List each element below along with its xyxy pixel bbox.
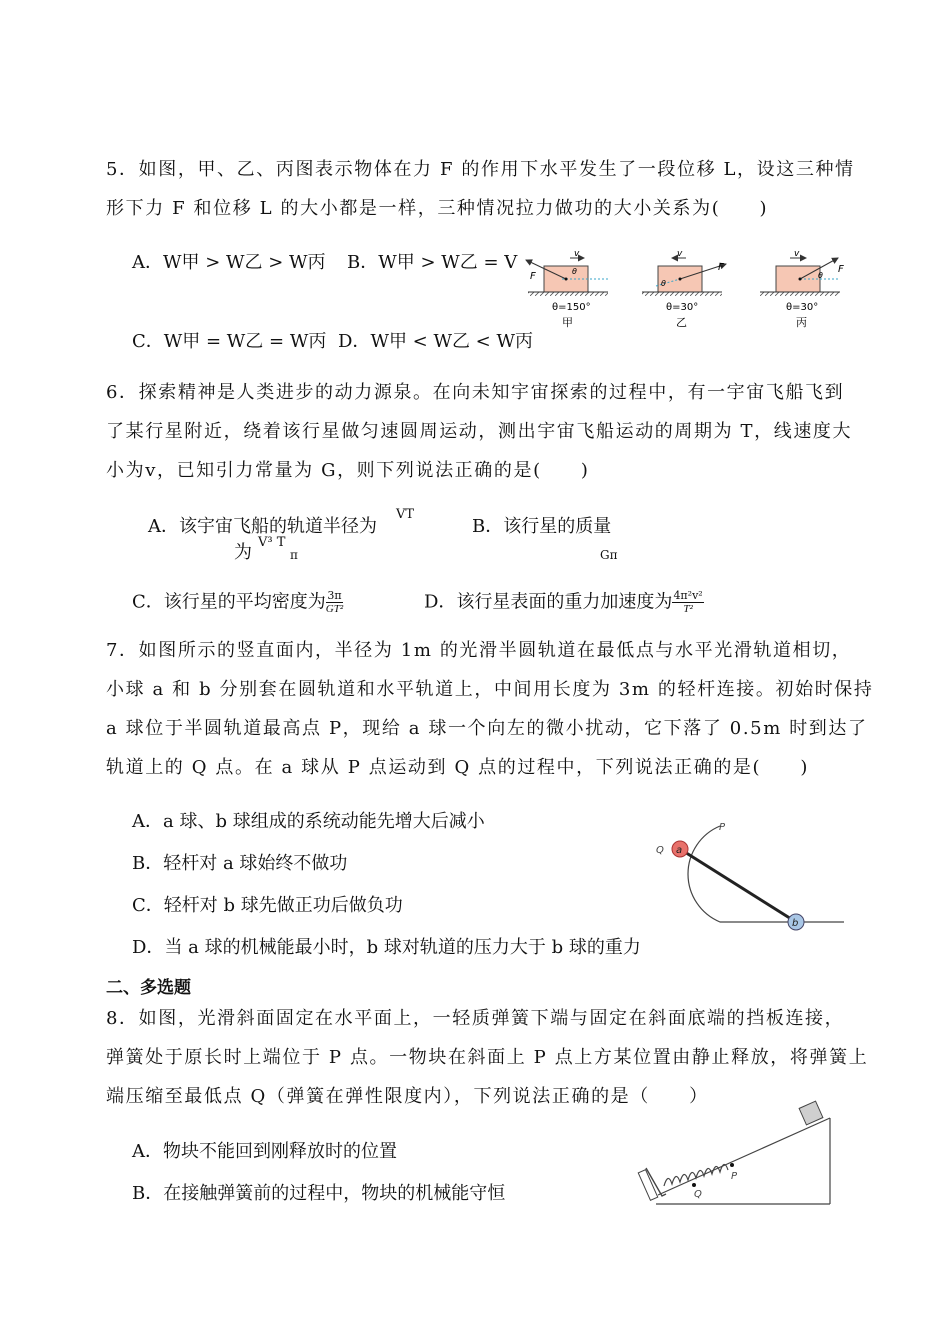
caption-bing: 丙 [796, 316, 807, 329]
q7-line1: 7．如图所示的竖直面内，半径为 1m 的光滑半圆轨道在最低点与水平光滑轨道相切， [106, 640, 852, 661]
q7-line3: a 球位于半圆轨道最高点 P，现给 a 球一个向左的微小扰动，它下落了 0.5m 时到达了 [106, 718, 868, 739]
point-q-label: Q [694, 1189, 702, 1200]
panel-jia [526, 249, 608, 329]
option-label: A． [132, 252, 163, 273]
option-expression: W甲 > W乙 = V [378, 253, 518, 273]
angle-label: θ=150° [552, 302, 591, 313]
q8-line1: 8．如图，光滑斜面固定在水平面上，一轻质弹簧下端与固定在斜面底端的挡板连接， [106, 1008, 845, 1029]
ball-b-label: b [792, 918, 799, 929]
angle-label: θ=30° [666, 302, 699, 313]
q6-option-d[interactable] [424, 590, 704, 615]
option-text: 在接触弹簧前的过程中，物块的机械能守恒 [163, 1183, 506, 1204]
theta-label: θ [572, 267, 577, 276]
option-text: 该行星的平均密度为 [163, 591, 326, 613]
option-label: A． [148, 516, 179, 537]
force-label: F [838, 264, 844, 275]
option-label: C． [132, 591, 164, 613]
gravity-fraction: $\frac{\text{4π²v²}}{\text{T²}}$ [673, 589, 703, 615]
option-label: A． [132, 811, 163, 832]
option-label: B． [132, 1183, 164, 1204]
point-p-label: P [731, 1171, 738, 1182]
option-text: 该宇宙飞船的轨道半径为 [179, 516, 377, 537]
panel-bing [760, 249, 844, 329]
option-text: 该行星表面的重力加速度为 [456, 591, 673, 613]
section-heading: 二、多选题 [106, 978, 191, 998]
q7-option-a[interactable] [132, 812, 485, 832]
option-label: B． [347, 253, 379, 273]
theta-label: θ [661, 279, 666, 288]
option-text: 轻杆对 a 球始终不做功 [163, 853, 348, 874]
q6-option-a-pi: π [290, 548, 298, 562]
option-label: D． [132, 937, 165, 958]
theta-label: θ [818, 271, 823, 280]
q8-option-a[interactable] [132, 1142, 397, 1162]
q7-option-b[interactable] [132, 854, 347, 874]
q6-option-a-sup: VT [396, 507, 415, 522]
q6-option-a-line2: 为 [234, 542, 252, 563]
q7-option-c[interactable] [132, 896, 403, 916]
option-label: C． [132, 331, 164, 352]
q8-line2: 弹簧处于原长时上端位于 P 点。一物块在斜面上 P 点上方某位置由静止释放，将弹簧上 [106, 1047, 869, 1068]
q6-line2: 了某行星附近，绕着该行星做匀速圆周运动，测出宇宙飞船运动的周期为 T，线速度大 [106, 421, 853, 442]
option-text: 当 a 球的机械能最小时，b 球对轨道的压力大于 b 球的重力 [164, 937, 641, 958]
q6-option-a-v3t: V³ T [258, 535, 286, 550]
point-q-label: Q [656, 845, 664, 856]
panel-yi [642, 249, 726, 329]
velocity-label: v [794, 249, 800, 259]
q7-line2: 小球 a 和 b 分别套在圆轨道和水平轨道上，中间用长度为 3m 的轻杆连接。初始时保持 [106, 679, 874, 700]
option-label: D． [424, 591, 457, 613]
force-label: F [718, 262, 724, 273]
option-text: 物块不能回到刚释放时的位置 [163, 1141, 397, 1162]
option-text: a 球、b 球组成的系统动能先增大后减小 [163, 811, 485, 832]
q8-option-b[interactable] [132, 1184, 505, 1204]
option-label: A． [132, 1141, 163, 1162]
angle-label: θ=30° [786, 302, 819, 313]
force-label: F [530, 271, 536, 282]
option-text: 该行星的质量 [503, 516, 612, 537]
q7-option-d[interactable] [132, 938, 641, 958]
point-p-label: P [719, 822, 726, 833]
q5-option-a[interactable] [132, 253, 326, 273]
q6-line1: 6．探索精神是人类进步的动力源泉。在向未知宇宙探索的过程中，有一宇宙飞船飞到 [106, 382, 845, 403]
q6-option-a[interactable] [148, 517, 377, 537]
option-expression: W甲 = W乙 = W丙 [163, 331, 327, 352]
q8-incline-figure [636, 1096, 836, 1208]
option-label: B． [132, 853, 164, 874]
q6-option-b-gpi: Gπ [600, 548, 618, 562]
density-fraction: $\frac{3\pi}{\text{GT²}}$ [325, 589, 344, 615]
ball-a-label: a [676, 845, 683, 856]
option-label: B． [472, 516, 504, 537]
q5-line1: 5．如图，甲、乙、丙图表示物体在力 F 的作用下水平发生了一段位移 L，设这三种情 [106, 159, 855, 180]
q5-option-d[interactable] [338, 332, 533, 352]
option-text: 轻杆对 b 球先做正功后做负功 [163, 895, 403, 916]
q6-option-c[interactable] [132, 590, 343, 615]
q7-track-figure [650, 818, 850, 936]
velocity-label: v [677, 249, 683, 259]
q5-force-figure [520, 246, 860, 338]
option-expression: W甲 < W乙 < W丙 [370, 331, 533, 352]
q5-line2: 形下力 F 和位移 L 的大小都是一样，三种情况拉力做功的大小关系为( ) [106, 198, 769, 219]
q7-line4: 轨道上的 Q 点。在 a 球从 P 点运动到 Q 点的过程中，下列说法正确的是( ) [106, 757, 809, 778]
option-expression: W甲 > W乙 > W丙 [163, 252, 326, 273]
q5-option-b[interactable] [347, 253, 519, 273]
q5-option-c[interactable] [132, 332, 326, 352]
caption-yi: 乙 [676, 316, 687, 329]
option-label: C． [132, 895, 164, 916]
velocity-label: v [574, 249, 580, 259]
q6-line3: 小为v，已知引力常量为 G，则下列说法正确的是( ) [106, 460, 590, 481]
caption-jia: 甲 [562, 316, 573, 329]
q8-line3: 端压缩至最低点 Q（弹簧在弹性限度内），下列说法正确的是（ ） [106, 1086, 709, 1107]
q6-option-b[interactable] [472, 517, 611, 537]
option-label: D． [338, 331, 371, 352]
